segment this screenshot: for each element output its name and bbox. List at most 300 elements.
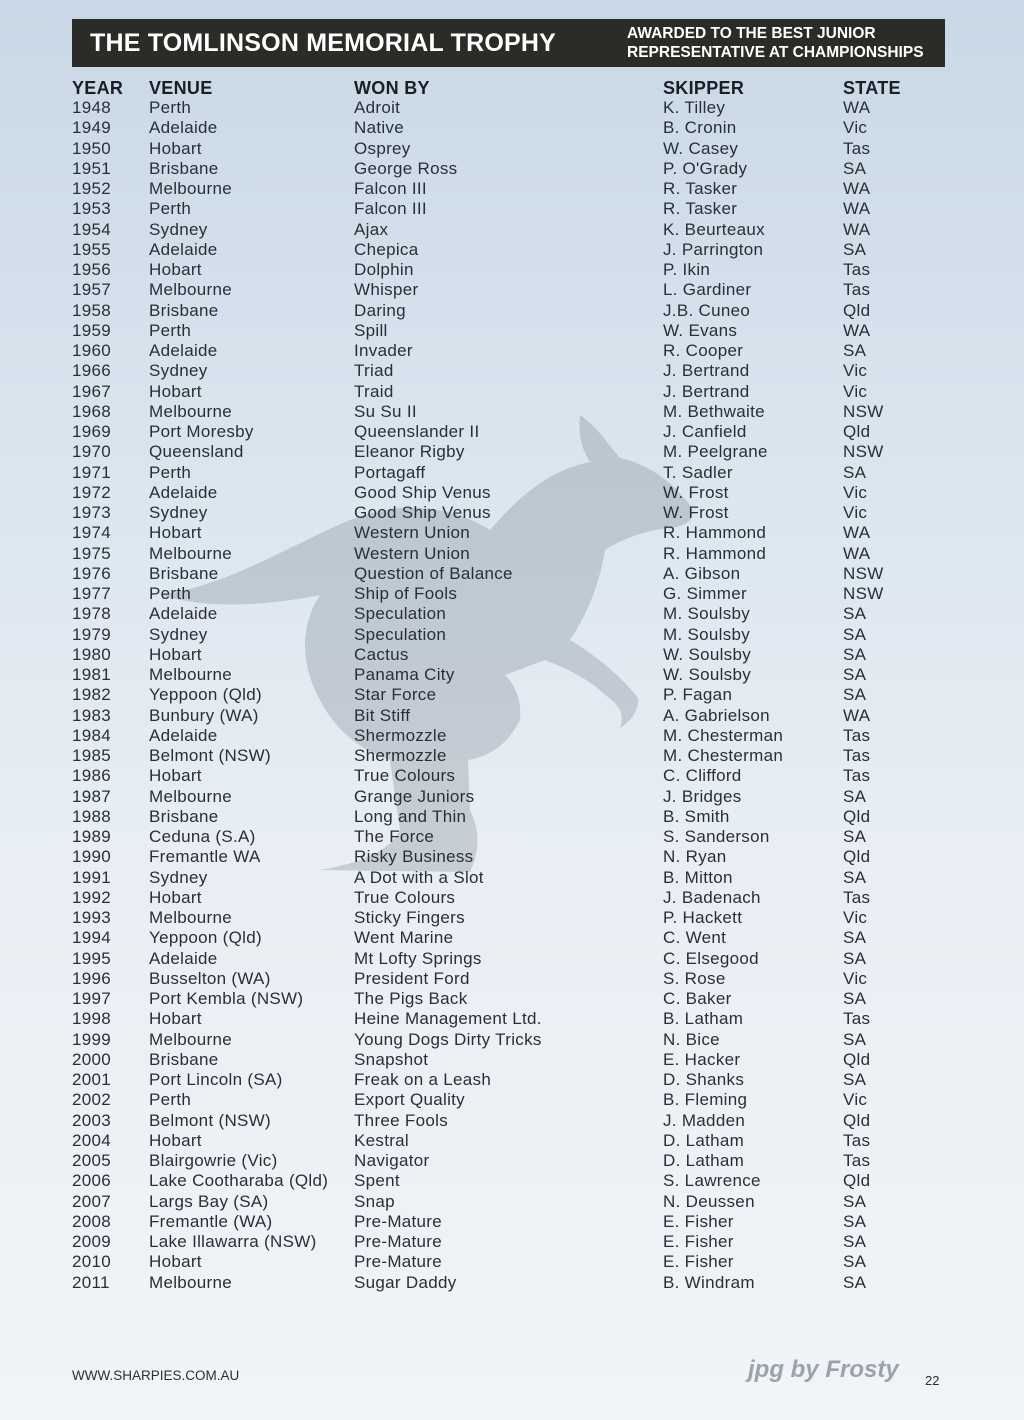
cell-state: Vic bbox=[843, 381, 868, 401]
cell-skipper: M. Peelgrane bbox=[663, 442, 768, 462]
cell-won-by: The Force bbox=[354, 827, 435, 846]
cell-state: Qld bbox=[843, 300, 871, 320]
cell-venue: Adelaide bbox=[149, 948, 218, 968]
cell-year: 1953 bbox=[72, 199, 112, 219]
cell-skipper: B. Cronin bbox=[663, 118, 737, 138]
cell-year: 1949 bbox=[72, 118, 112, 138]
cell-year: 1987 bbox=[72, 786, 112, 806]
cell-year: 1969 bbox=[72, 422, 112, 441]
table-row bbox=[0, 361, 1024, 381]
cell-state: SA bbox=[843, 665, 867, 684]
cell-won-by: Ajax bbox=[354, 219, 389, 239]
table-row bbox=[0, 503, 1024, 523]
cell-state: SA bbox=[843, 786, 867, 806]
cell-won-by: Triad bbox=[354, 361, 394, 381]
table-row bbox=[0, 787, 1024, 807]
cell-skipper: P. Fagan bbox=[663, 685, 733, 705]
page-number: 22 bbox=[925, 1373, 940, 1388]
cell-skipper: J. Bertrand bbox=[663, 361, 750, 381]
cell-won-by: Freak on a Leash bbox=[354, 1070, 492, 1089]
cell-year: 1992 bbox=[72, 887, 112, 907]
table-row bbox=[0, 604, 1024, 624]
cell-venue: Perth bbox=[149, 320, 192, 340]
table-row bbox=[0, 989, 1024, 1009]
cell-skipper: P. Hackett bbox=[663, 908, 743, 927]
cell-won-by: Went Marine bbox=[354, 928, 454, 948]
cell-state: Qld bbox=[843, 1049, 871, 1069]
cell-year: 2010 bbox=[72, 1252, 112, 1272]
cell-state: WA bbox=[843, 219, 871, 239]
cell-skipper: D. Latham bbox=[663, 1130, 745, 1150]
cell-state: Tas bbox=[843, 746, 871, 765]
cell-state: Tas bbox=[843, 1009, 871, 1029]
table-row bbox=[0, 827, 1024, 847]
cell-won-by: Kestral bbox=[354, 1130, 410, 1150]
cell-year: 1998 bbox=[72, 1009, 112, 1029]
cell-state: WA bbox=[843, 199, 871, 219]
cell-state: Vic bbox=[843, 908, 868, 927]
cell-venue: Melbourne bbox=[149, 401, 233, 421]
cell-skipper: G. Simmer bbox=[663, 584, 747, 603]
cell-won-by: Heine Management Ltd. bbox=[354, 1009, 542, 1029]
page-title: THE TOMLINSON MEMORIAL TROPHY bbox=[90, 28, 556, 57]
table-row bbox=[0, 260, 1024, 280]
cell-year: 2002 bbox=[72, 1090, 112, 1110]
cell-state: WA bbox=[843, 543, 871, 563]
cell-year: 1954 bbox=[72, 219, 112, 239]
cell-venue: Brisbane bbox=[149, 300, 219, 320]
cell-skipper: E. Hacker bbox=[663, 1049, 741, 1069]
photo-credit: jpg by Frosty bbox=[748, 1356, 899, 1383]
cell-state: SA bbox=[843, 239, 867, 259]
cell-venue: Brisbane bbox=[149, 563, 219, 583]
cell-venue: Blairgowrie (Vic) bbox=[149, 1151, 278, 1170]
cell-year: 1967 bbox=[72, 381, 112, 401]
cell-skipper: J. Madden bbox=[663, 1110, 746, 1130]
cell-skipper: W. Soulsby bbox=[663, 665, 752, 684]
cell-won-by: Star Force bbox=[354, 685, 437, 705]
cell-state: SA bbox=[843, 462, 867, 482]
cell-venue: Largs Bay (SA) bbox=[149, 1191, 269, 1211]
cell-venue: Port Lincoln (SA) bbox=[149, 1070, 283, 1089]
cell-state: Qld bbox=[843, 806, 871, 826]
cell-state: SA bbox=[843, 867, 867, 887]
cell-state: Vic bbox=[843, 118, 868, 138]
cell-year: 1978 bbox=[72, 604, 112, 624]
cell-venue: Lake Illawarra (NSW) bbox=[149, 1232, 317, 1251]
cell-won-by: A Dot with a Slot bbox=[354, 867, 484, 887]
cell-won-by: President Ford bbox=[354, 968, 470, 988]
cell-won-by: Sticky Fingers bbox=[354, 908, 465, 927]
cell-won-by: Whisper bbox=[354, 280, 419, 300]
table-row bbox=[0, 321, 1024, 341]
column-header-skipper: SKIPPER bbox=[663, 78, 745, 98]
table-row bbox=[0, 625, 1024, 645]
cell-state: Vic bbox=[843, 503, 868, 522]
cell-state: SA bbox=[843, 1029, 867, 1049]
cell-venue: Port Moresby bbox=[149, 422, 254, 441]
table-row bbox=[0, 422, 1024, 442]
cell-skipper: R. Cooper bbox=[663, 341, 744, 360]
cell-state: SA bbox=[843, 1272, 867, 1292]
cell-venue: Bunbury (WA) bbox=[149, 705, 259, 725]
cell-state: SA bbox=[843, 685, 867, 705]
cell-skipper: J. Bridges bbox=[663, 786, 742, 806]
footer-url: WWW.SHARPIES.COM.AU bbox=[72, 1368, 240, 1383]
table-row bbox=[0, 220, 1024, 240]
table-row bbox=[0, 584, 1024, 604]
table-row bbox=[0, 1009, 1024, 1029]
cell-year: 1990 bbox=[72, 847, 112, 867]
cell-state: Vic bbox=[843, 1090, 868, 1110]
table-row bbox=[0, 1030, 1024, 1050]
cell-venue: Sydney bbox=[149, 219, 208, 239]
column-header-venue: VENUE bbox=[149, 78, 213, 98]
cell-venue: Adelaide bbox=[149, 482, 218, 502]
table-row bbox=[0, 301, 1024, 321]
cell-year: 1995 bbox=[72, 948, 112, 968]
cell-state: Vic bbox=[843, 968, 868, 988]
cell-won-by: Shermozzle bbox=[354, 725, 447, 745]
cell-skipper: N. Ryan bbox=[663, 847, 727, 867]
cell-year: 1991 bbox=[72, 867, 112, 887]
cell-won-by: Falcon III bbox=[354, 179, 427, 198]
cell-year: 1952 bbox=[72, 179, 112, 198]
cell-year: 1994 bbox=[72, 928, 112, 948]
cell-venue: Belmont (NSW) bbox=[149, 746, 271, 765]
table-row bbox=[0, 868, 1024, 888]
cell-state: WA bbox=[843, 320, 871, 340]
cell-venue: Adelaide bbox=[149, 118, 218, 138]
table-row bbox=[0, 969, 1024, 989]
cell-state: SA bbox=[843, 928, 867, 948]
table-row bbox=[0, 888, 1024, 908]
table-row bbox=[0, 1131, 1024, 1151]
cell-state: SA bbox=[843, 1211, 867, 1231]
cell-state: SA bbox=[843, 1232, 867, 1251]
cell-venue: Perth bbox=[149, 98, 192, 117]
cell-skipper: K. Tilley bbox=[663, 98, 726, 117]
cell-year: 1950 bbox=[72, 138, 112, 158]
table-row bbox=[0, 483, 1024, 503]
cell-year: 2001 bbox=[72, 1070, 112, 1089]
cell-state: Vic bbox=[843, 361, 868, 381]
cell-skipper: M. Soulsby bbox=[663, 624, 751, 644]
cell-state: SA bbox=[843, 827, 867, 846]
table-row bbox=[0, 98, 1024, 118]
cell-state: SA bbox=[843, 989, 867, 1008]
cell-state: SA bbox=[843, 644, 867, 664]
table-row bbox=[0, 645, 1024, 665]
table-row bbox=[0, 139, 1024, 159]
cell-state: SA bbox=[843, 341, 867, 360]
cell-skipper: J.B. Cuneo bbox=[663, 300, 751, 320]
cell-year: 1980 bbox=[72, 644, 112, 664]
cell-skipper: P. O'Grady bbox=[663, 158, 748, 178]
table-row bbox=[0, 1212, 1024, 1232]
table-row bbox=[0, 1252, 1024, 1272]
cell-skipper: W. Frost bbox=[663, 503, 729, 522]
cell-skipper: L. Gardiner bbox=[663, 280, 752, 300]
cell-year: 1979 bbox=[72, 624, 112, 644]
cell-state: SA bbox=[843, 158, 867, 178]
cell-skipper: S. Sanderson bbox=[663, 827, 770, 846]
cell-venue: Adelaide bbox=[149, 341, 218, 360]
table-row bbox=[0, 1151, 1024, 1171]
cell-state: Qld bbox=[843, 1110, 871, 1130]
cell-won-by: Osprey bbox=[354, 138, 411, 158]
cell-won-by: Spill bbox=[354, 320, 388, 340]
cell-skipper: M. Chesterman bbox=[663, 725, 784, 745]
table-row bbox=[0, 807, 1024, 827]
table-row bbox=[0, 523, 1024, 543]
cell-won-by: Daring bbox=[354, 300, 406, 320]
cell-venue: Melbourne bbox=[149, 280, 233, 300]
table-row bbox=[0, 199, 1024, 219]
cell-year: 1988 bbox=[72, 806, 112, 826]
cell-won-by: The Pigs Back bbox=[354, 989, 468, 1008]
cell-year: 1956 bbox=[72, 260, 112, 279]
table-row bbox=[0, 1192, 1024, 1212]
cell-venue: Melbourne bbox=[149, 1272, 233, 1292]
cell-venue: Melbourne bbox=[149, 1029, 233, 1049]
cell-venue: Queensland bbox=[149, 442, 244, 462]
cell-skipper: T. Sadler bbox=[663, 462, 733, 482]
cell-venue: Sydney bbox=[149, 361, 208, 381]
cell-state: NSW bbox=[843, 401, 884, 421]
cell-won-by: Question of Balance bbox=[354, 563, 513, 583]
cell-skipper: C. Clifford bbox=[663, 766, 742, 786]
cell-year: 1993 bbox=[72, 908, 112, 927]
cell-skipper: E. Fisher bbox=[663, 1232, 734, 1251]
cell-state: NSW bbox=[843, 584, 884, 603]
cell-won-by: Western Union bbox=[354, 523, 471, 543]
cell-venue: Yeppoon (Qld) bbox=[149, 928, 262, 948]
cell-won-by: Young Dogs Dirty Tricks bbox=[354, 1029, 542, 1049]
cell-year: 2004 bbox=[72, 1130, 112, 1150]
cell-year: 1996 bbox=[72, 968, 112, 988]
cell-skipper: W. Soulsby bbox=[663, 644, 752, 664]
cell-skipper: D. Latham bbox=[663, 1151, 745, 1170]
cell-venue: Yeppoon (Qld) bbox=[149, 685, 262, 705]
cell-year: 2007 bbox=[72, 1191, 112, 1211]
cell-year: 1999 bbox=[72, 1029, 112, 1049]
cell-venue: Adelaide bbox=[149, 604, 218, 624]
cell-skipper: B. Fleming bbox=[663, 1090, 748, 1110]
cell-skipper: D. Shanks bbox=[663, 1070, 745, 1089]
cell-venue: Sydney bbox=[149, 624, 208, 644]
cell-year: 1968 bbox=[72, 401, 112, 421]
cell-won-by: Bit Stiff bbox=[354, 705, 411, 725]
cell-skipper: B. Mitton bbox=[663, 867, 733, 887]
cell-state: NSW bbox=[843, 563, 884, 583]
cell-state: SA bbox=[843, 624, 867, 644]
cell-state: WA bbox=[843, 98, 871, 117]
cell-won-by: Shermozzle bbox=[354, 746, 447, 765]
cell-won-by: Traid bbox=[354, 381, 394, 401]
cell-won-by: Spent bbox=[354, 1171, 400, 1191]
cell-venue: Fremantle (WA) bbox=[149, 1211, 273, 1231]
cell-skipper: C. Went bbox=[663, 928, 727, 948]
table-row bbox=[0, 463, 1024, 483]
table-row bbox=[0, 179, 1024, 199]
cell-state: Tas bbox=[843, 725, 871, 745]
cell-venue: Melbourne bbox=[149, 543, 233, 563]
table-row bbox=[0, 1050, 1024, 1070]
cell-year: 1972 bbox=[72, 482, 112, 502]
cell-skipper: S. Lawrence bbox=[663, 1171, 761, 1191]
cell-won-by: Good Ship Venus bbox=[354, 503, 491, 522]
cell-won-by: Falcon III bbox=[354, 199, 427, 219]
cell-state: Tas bbox=[843, 260, 871, 279]
header-banner bbox=[72, 19, 945, 67]
cell-won-by: Ship of Fools bbox=[354, 584, 458, 603]
cell-skipper: W. Casey bbox=[663, 138, 739, 158]
cell-venue: Hobart bbox=[149, 138, 202, 158]
cell-skipper: K. Beurteaux bbox=[663, 219, 765, 239]
cell-year: 1981 bbox=[72, 665, 112, 684]
cell-won-by: Cactus bbox=[354, 644, 409, 664]
cell-venue: Lake Cootharaba (Qld) bbox=[149, 1171, 329, 1191]
cell-year: 1971 bbox=[72, 462, 112, 482]
table-row bbox=[0, 442, 1024, 462]
cell-won-by: Snapshot bbox=[354, 1049, 429, 1069]
cell-venue: Belmont (NSW) bbox=[149, 1110, 271, 1130]
cell-won-by: Three Fools bbox=[354, 1110, 449, 1130]
cell-venue: Hobart bbox=[149, 260, 202, 279]
cell-year: 1985 bbox=[72, 746, 112, 765]
cell-year: 1975 bbox=[72, 543, 112, 563]
cell-skipper: N. Deussen bbox=[663, 1191, 755, 1211]
cell-venue: Melbourne bbox=[149, 908, 233, 927]
cell-venue: Melbourne bbox=[149, 786, 233, 806]
cell-year: 1970 bbox=[72, 442, 112, 462]
subtitle-line-1: AWARDED TO THE BEST JUNIOR bbox=[627, 25, 876, 42]
cell-skipper: J. Badenach bbox=[663, 887, 761, 907]
cell-venue: Adelaide bbox=[149, 239, 218, 259]
column-header-won-by: WON BY bbox=[354, 78, 430, 98]
cell-won-by: Good Ship Venus bbox=[354, 482, 491, 502]
cell-won-by: Western Union bbox=[354, 543, 471, 563]
cell-skipper: B. Windram bbox=[663, 1272, 755, 1292]
cell-skipper: J. Bertrand bbox=[663, 381, 750, 401]
cell-year: 2011 bbox=[72, 1272, 110, 1292]
cell-year: 1983 bbox=[72, 705, 112, 725]
cell-skipper: E. Fisher bbox=[663, 1252, 734, 1272]
cell-state: Tas bbox=[843, 887, 871, 907]
cell-state: NSW bbox=[843, 442, 884, 462]
cell-venue: Busselton (WA) bbox=[149, 968, 271, 988]
cell-year: 1973 bbox=[72, 503, 112, 522]
cell-state: Qld bbox=[843, 847, 871, 867]
cell-year: 1951 bbox=[72, 158, 112, 178]
cell-year: 1977 bbox=[72, 584, 112, 603]
subtitle-line-2: REPRESENTATIVE AT CHAMPIONSHIPS bbox=[627, 44, 924, 61]
cell-won-by: George Ross bbox=[354, 158, 458, 178]
cell-skipper: S. Rose bbox=[663, 968, 726, 988]
cell-year: 2000 bbox=[72, 1049, 112, 1069]
table-row bbox=[0, 544, 1024, 564]
column-header-year: YEAR bbox=[72, 78, 124, 98]
cell-skipper: R. Hammond bbox=[663, 543, 767, 563]
cell-state: SA bbox=[843, 604, 867, 624]
cell-venue: Hobart bbox=[149, 887, 202, 907]
table-row bbox=[0, 665, 1024, 685]
cell-skipper: R. Tasker bbox=[663, 179, 738, 198]
cell-won-by: Portagaff bbox=[354, 462, 426, 482]
cell-year: 1989 bbox=[72, 827, 112, 846]
cell-venue: Hobart bbox=[149, 766, 202, 786]
cell-skipper: R. Tasker bbox=[663, 199, 738, 219]
table-row bbox=[0, 685, 1024, 705]
cell-won-by: Invader bbox=[354, 341, 413, 360]
cell-won-by: Risky Business bbox=[354, 847, 474, 867]
cell-skipper: J. Canfield bbox=[663, 422, 747, 441]
cell-year: 1974 bbox=[72, 523, 112, 543]
cell-year: 2008 bbox=[72, 1211, 112, 1231]
cell-state: Vic bbox=[843, 482, 868, 502]
table-row bbox=[0, 341, 1024, 361]
table-row bbox=[0, 240, 1024, 260]
cell-skipper: R. Hammond bbox=[663, 523, 767, 543]
table-row bbox=[0, 382, 1024, 402]
cell-venue: Perth bbox=[149, 199, 192, 219]
table-row bbox=[0, 1070, 1024, 1090]
cell-skipper: P. Ikin bbox=[663, 260, 711, 279]
cell-venue: Perth bbox=[149, 462, 192, 482]
cell-year: 1959 bbox=[72, 320, 112, 340]
cell-won-by: Export Quality bbox=[354, 1090, 465, 1110]
cell-won-by: Queenslander II bbox=[354, 422, 480, 441]
table-row bbox=[0, 159, 1024, 179]
cell-year: 1948 bbox=[72, 98, 112, 117]
table-row bbox=[0, 1090, 1024, 1110]
table-row bbox=[0, 1111, 1024, 1131]
cell-state: Qld bbox=[843, 1171, 871, 1191]
cell-venue: Adelaide bbox=[149, 725, 218, 745]
cell-venue: Hobart bbox=[149, 644, 202, 664]
cell-won-by: Pre-Mature bbox=[354, 1252, 443, 1272]
cell-year: 2009 bbox=[72, 1232, 112, 1251]
table-row bbox=[0, 1232, 1024, 1252]
cell-state: Qld bbox=[843, 422, 871, 441]
cell-venue: Sydney bbox=[149, 503, 208, 522]
table-row bbox=[0, 1273, 1024, 1293]
cell-won-by: True Colours bbox=[354, 887, 456, 907]
cell-venue: Brisbane bbox=[149, 158, 219, 178]
cell-state: Tas bbox=[843, 280, 871, 300]
cell-year: 1986 bbox=[72, 766, 112, 786]
table-row bbox=[0, 726, 1024, 746]
cell-won-by: Eleanor Rigby bbox=[354, 442, 465, 462]
cell-year: 1957 bbox=[72, 280, 112, 300]
cell-venue: Perth bbox=[149, 1090, 192, 1110]
cell-venue: Port Kembla (NSW) bbox=[149, 989, 304, 1008]
cell-won-by: Panama City bbox=[354, 665, 455, 684]
table-row bbox=[0, 402, 1024, 422]
cell-skipper: A. Gibson bbox=[663, 563, 741, 583]
cell-venue: Brisbane bbox=[149, 1049, 219, 1069]
cell-won-by: Adroit bbox=[354, 98, 401, 117]
cell-venue: Melbourne bbox=[149, 179, 233, 198]
cell-state: WA bbox=[843, 523, 871, 543]
cell-state: SA bbox=[843, 1070, 867, 1089]
cell-venue: Perth bbox=[149, 584, 192, 603]
cell-won-by: Speculation bbox=[354, 604, 447, 624]
cell-year: 1955 bbox=[72, 239, 112, 259]
cell-won-by: Sugar Daddy bbox=[354, 1272, 457, 1292]
table-row bbox=[0, 564, 1024, 584]
